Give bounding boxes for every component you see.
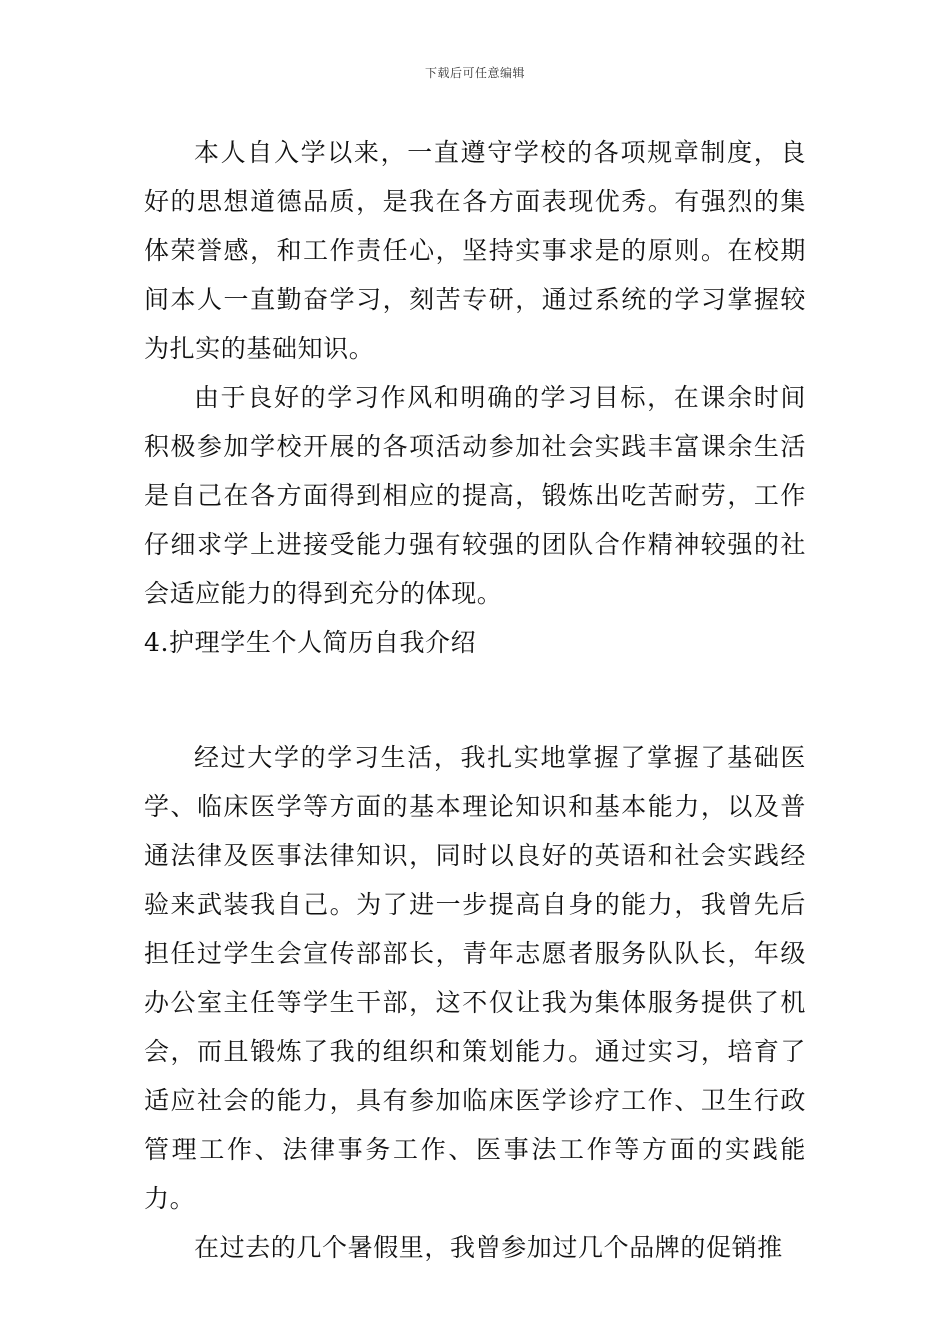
paragraph: 本人自入学以来，一直遵守学校的各项规章制度，良好的思想道德品质，是我在各方面表现优秀。有强烈的集体荣誉感，和工作责任心，坚持实事求是的原则。在校期间本人一直勤奋学习，刻苦专研，通过系统的学习掌握较为扎实的基础知识。 <box>144 138 806 363</box>
blank-line <box>144 667 806 733</box>
paragraph: 在过去的几个暑假里，我曾参加过几个品牌的促销推 <box>194 1233 783 1262</box>
section-heading: 4.护理学生个人简历自我介绍 <box>144 628 477 657</box>
page-header: 下载后可任意编辑 <box>424 66 525 80</box>
paragraph: 由于良好的学习作风和明确的学习目标，在课余时间积极参加学校开展的各项活动参加社会实践丰富课余生活是自己在各方面得到相应的提高，锻炼出吃苦耐劳，工作仔细求学上进接受能力强有较强的团队合作精神较强的社会适应能力的得到充分的体现。 <box>144 383 806 608</box>
document-body <box>144 128 806 1272</box>
paragraph: 经过大学的学习生活，我扎实地掌握了掌握了基础医学、临床医学等方面的基本理论知识和基本能力，以及普通法律及医事法律知识，同时以良好的英语和社会实践经验来武装我自己。为了进一步提高自身的能力，我曾先后担任过学生会宣传部部长，青年志愿者服务队队长，年级办公室主任等学生干部，这不仅让我为集体服务提供了机会，而且锻炼了我的组织和策划能力。通过实习，培育了适应社会的能力，具有参加临床医学诊疗工作、卫生行政管理工作、法律事务工作、医事法工作等方面的实践能力。 <box>144 743 806 1213</box>
